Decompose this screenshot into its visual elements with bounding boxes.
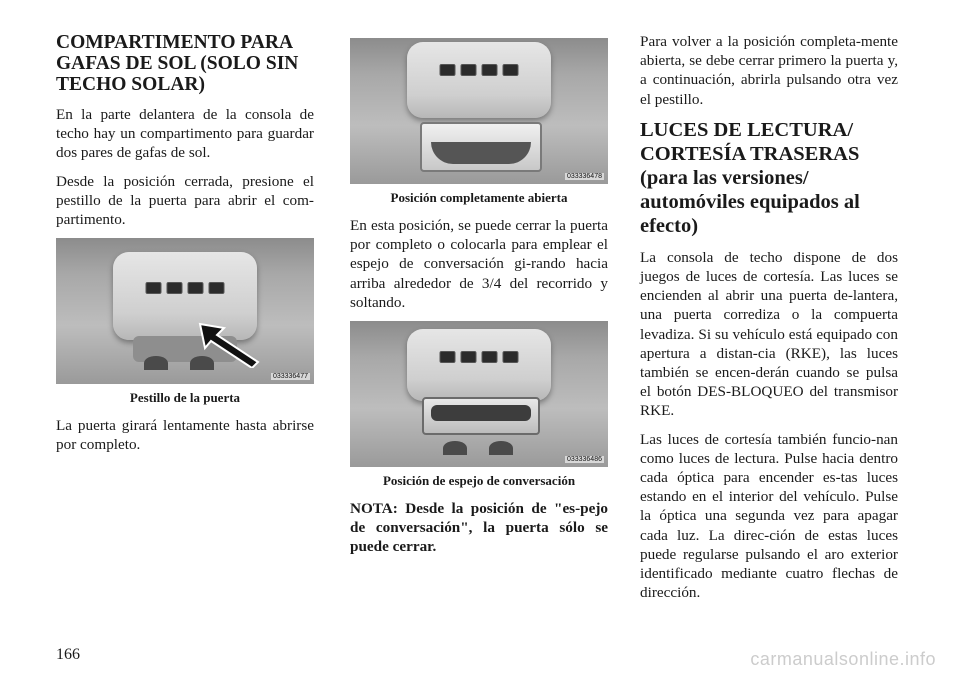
figure-code: 033336478 <box>566 173 602 180</box>
figure-code: 033336477 <box>272 373 308 381</box>
vent <box>443 441 467 455</box>
paragraph: La puerta girará lentamente hasta abrirse por completo. <box>56 417 314 454</box>
console-buttons <box>439 351 518 363</box>
section-heading-reading-lights: LUCES DE LECTURA/ CORTESÍA TRASERAS (para las versiones/ automóviles equipados al efecto) <box>640 118 860 237</box>
figure-fully-open <box>350 38 608 206</box>
vent <box>144 356 168 370</box>
overhead-console <box>407 329 551 401</box>
vent <box>489 441 513 455</box>
figure-code: 033336486 <box>566 456 602 464</box>
photo-fully-open <box>350 38 608 184</box>
page-number: 166 <box>56 646 80 663</box>
paragraph: En esta posición, se puede cerrar la puerta por completo o colocarla para emplear el espejo de conversación gi-rando hacia arriba alrededor de 3/4 del recorrido y soltando. <box>350 217 608 311</box>
paragraph: La consola de techo dispone de dos juegos de luces de cortesía. Las luces se encienden al abrir una puerta de-lantera, una puerta corrediza o la compuerta levadiza. Si su vehículo está equipado con apertura a distan-cia (RKE), las luces también se encen-derán cuando se pulsa el botón DES-BLOQUEO del transmisor RKE. <box>640 248 898 420</box>
column-left <box>56 32 314 464</box>
note: NOTA: Desde la posición de "es-pejo de conversación", la puerta sólo se puede cerrar. <box>350 500 608 556</box>
column-middle <box>350 38 608 566</box>
figure-caption: Posición completamente abierta <box>390 190 568 205</box>
paragraph: En la parte delantera de la consola de techo hay un compartimento para guardar dos pares de gafas de sol. <box>56 106 314 162</box>
photo-door-latch <box>56 238 314 384</box>
arrow-icon <box>196 318 266 368</box>
figure-caption: Pestillo de la puerta <box>129 390 241 406</box>
paragraph: Para volver a la posición completa-mente abierta, se debe cerrar primero la puerta y, a continuación, abrirla pulsando otra vez el pestillo. <box>640 33 898 108</box>
console-buttons <box>145 282 224 294</box>
section-heading-sunglasses: COMPARTIMENTO PARA GAFAS DE SOL (SOLO SIN TECHO SOLAR) <box>56 32 299 95</box>
paragraph: Las luces de cortesía también funcio-nan como luces de lectura. Pulse hacia dentro cada óptica para encender es-tas luces estando en el interior del vehículo. Pulse la óptica una segunda vez para apagar cada luz. La direc-ción de estas luces puede regularse pulsando el aro exterior identificado mediante cuatro flechas de dirección. <box>640 430 898 602</box>
paragraph: Desde la posición cerrada, presione el pestillo de la puerta para abrir el com-partimento. <box>56 172 314 229</box>
figure-door-latch <box>56 238 314 406</box>
sunglass-bin-mirror-position <box>422 397 540 435</box>
sunglass-bin-open <box>420 122 543 172</box>
overhead-console <box>407 42 551 118</box>
photo-conversation-mirror <box>350 321 608 467</box>
console-buttons <box>439 64 518 76</box>
figure-conversation-mirror <box>350 321 608 489</box>
column-right <box>640 32 898 611</box>
figure-caption: Posición de espejo de conversación <box>382 473 576 489</box>
watermark: carmanualsonline.info <box>750 649 936 669</box>
